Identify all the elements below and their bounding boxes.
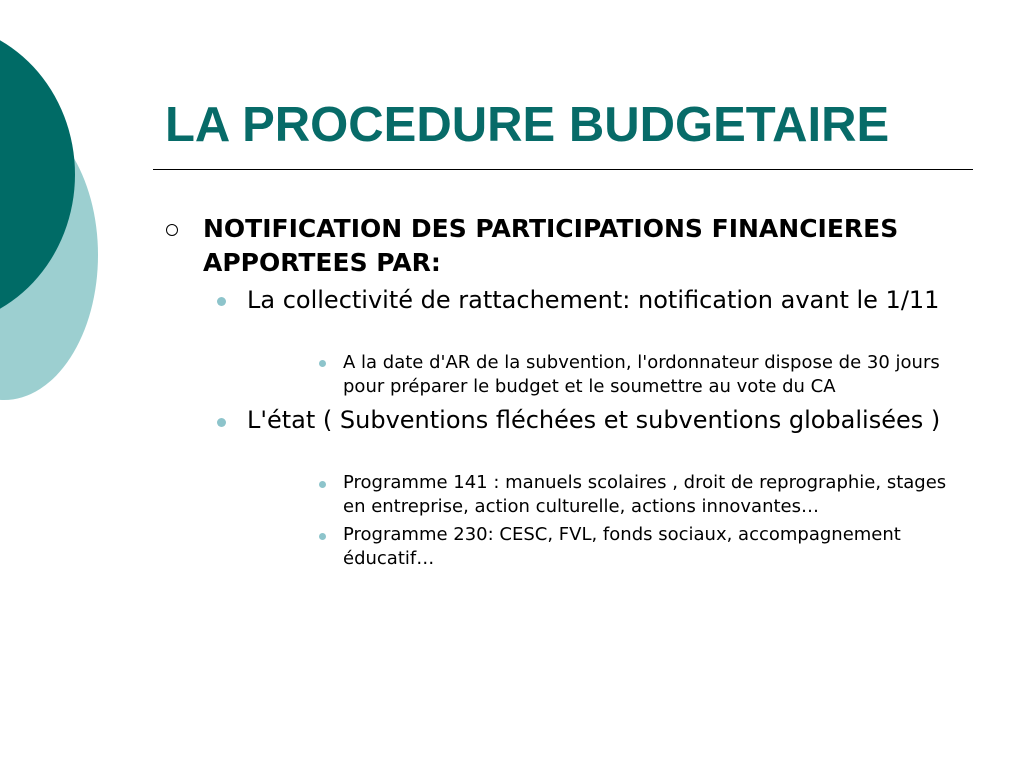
main-point-text: NOTIFICATION DES PARTICIPATIONS FINANCIERES APPORTEES PAR: [203,214,899,277]
sub-list-item: A la date d'AR de la subvention, l'ordonnateur dispose de 30 jours pour préparer le budget et le soumettre au vote du CA [343,352,940,397]
sub-list-item: Programme 230: CESC, FVL, fonds sociaux, accompagnement éducatif… [343,524,901,569]
sub-list-item: Programme 141 : manuels scolaires , droit de reprographie, stages en entreprise, action culturelle, actions innovantes… [343,472,947,517]
slide-title: LA PROCEDURE BUDGETAIRE [165,98,890,152]
circle-outline-icon [166,224,178,236]
bullet-dot-icon [319,533,326,540]
list-item: L'état ( Subventions fléchées et subventions globalisées ) [247,406,941,434]
bullet-dot-icon [217,418,226,427]
bullet-dot-icon [319,481,326,488]
bullet-dot-icon [319,360,326,367]
bullet-dot-icon [217,297,226,306]
list-item: La collectivité de rattachement: notification avant le 1/11 [247,286,940,314]
